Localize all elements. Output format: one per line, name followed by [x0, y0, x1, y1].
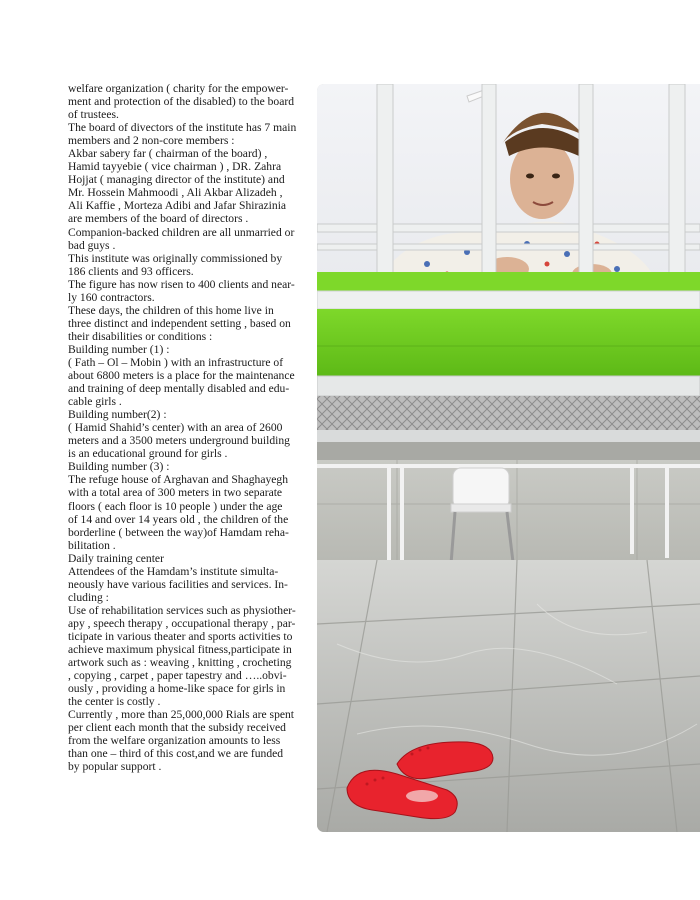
text-line: of trustees.	[68, 108, 119, 122]
text-line: Ali Kaffie , Morteza Adibi and Jafar Shirazinia	[68, 199, 287, 213]
text-line: ment and protection of the disabled) to the board	[68, 95, 295, 109]
text-line: ( Hamid Shahid’s center) with an area of 2600	[68, 421, 283, 435]
text-line: Building number (3) :	[68, 460, 170, 474]
article-text-column	[68, 82, 302, 773]
text-line: Hojjat ( managing director of the institute) and	[68, 173, 285, 187]
text-line: Building number (1) :	[68, 342, 170, 356]
text-line: The figure has now risen to 400 clients and near-	[68, 277, 295, 291]
text-line: borderline ( between the way)of Hamdam reha-	[68, 525, 289, 539]
text-line: ously , providing a home-like space for girls in	[68, 682, 286, 696]
text-line: with a total area of 300 meters in two separate	[68, 486, 283, 500]
text-line: neously have various facilities and services. In-	[68, 577, 288, 591]
text-line: meters and a 3500 meters underground building	[68, 434, 290, 448]
text-line: ly 160 contractors.	[68, 290, 155, 304]
text-line: Attendees of the Hamdam’s institute simulta-	[68, 564, 279, 578]
text-line: from the welfare organization amounts to less	[68, 734, 281, 748]
text-line: is an educational ground for girls .	[68, 447, 228, 461]
upper-mattress-top	[317, 272, 700, 292]
text-line: , copying , carpet , paper tapestry and …..obvi-	[68, 669, 287, 683]
bed-frame-bar	[317, 291, 700, 309]
text-line: Currently , more than 25,000,000 Rials are spent	[68, 708, 295, 722]
text-line: This institute was originally commissioned by	[68, 251, 283, 265]
text-line: artwork such as : weaving , knitting , crocheting	[68, 656, 292, 670]
text-line: 186 clients and 93 officers.	[68, 264, 194, 278]
text-line: are members of the board of directors .	[68, 212, 249, 226]
bed-frame-lower	[317, 376, 700, 396]
text-line: Hamid tayyebie ( vice chairman ) , DR. Zahra	[68, 160, 282, 174]
text-line: and training of deep mentally disabled and edu-	[68, 382, 290, 396]
text-line: apy , speech therapy , occupational therapy , par-	[68, 616, 296, 630]
text-line: cluding :	[68, 590, 109, 604]
text-line: their disabilities or conditions :	[68, 329, 213, 343]
text-line: These days, the children of this home live in	[68, 303, 274, 317]
text-line: about 6800 meters is a place for the maintenance	[68, 369, 295, 383]
photo-girl-on-bunk-bed	[317, 84, 700, 832]
text-line: bilitation .	[68, 538, 116, 552]
text-line: Akbar sabery far ( chairman of the board) ,	[68, 147, 268, 161]
text-line: Mr. Hossein Mahmoodi , Ali Akbar Alizadeh ,	[68, 186, 283, 200]
text-line: ( Fath – Ol – Mobin ) with an infrastructure of	[68, 355, 284, 369]
text-line: The refuge house of Arghavan and Shaghayegh	[68, 473, 288, 487]
text-line: per client each month that the subsidy received	[68, 721, 286, 735]
text-line: welfare organization ( charity for the empower-	[68, 82, 289, 95]
text-line: achieve maximum physical fitness,participate in	[68, 643, 292, 657]
text-line: cable girls .	[68, 395, 122, 409]
green-mattress	[317, 309, 700, 379]
text-line: Daily training center	[68, 551, 164, 565]
text-line: by popular support .	[68, 760, 162, 774]
text-line: of 14 and over 14 years old , the children of the	[68, 512, 289, 526]
text-line: The board of divectors of the institute has 7 main	[68, 121, 297, 135]
text-line: than one – third of this cost,and we are funded	[68, 747, 284, 761]
text-line: three distinct and independent setting , based on	[68, 316, 291, 330]
text-line: ticipate in various theater and sports activities to	[68, 629, 293, 643]
text-line: Use of rehabilitation services such as physiother-	[68, 603, 296, 617]
text-line: members and 2 non-core members :	[68, 134, 235, 148]
bed-spring-mesh	[317, 396, 700, 432]
text-line: Building number(2) :	[68, 408, 167, 422]
text-line: bad guys .	[68, 238, 116, 252]
text-line: the center is costly .	[68, 695, 161, 709]
text-line: Companion-backed children are all unmarried or	[68, 225, 295, 239]
text-line: floors ( each floor is 10 people ) under the age	[68, 499, 283, 513]
